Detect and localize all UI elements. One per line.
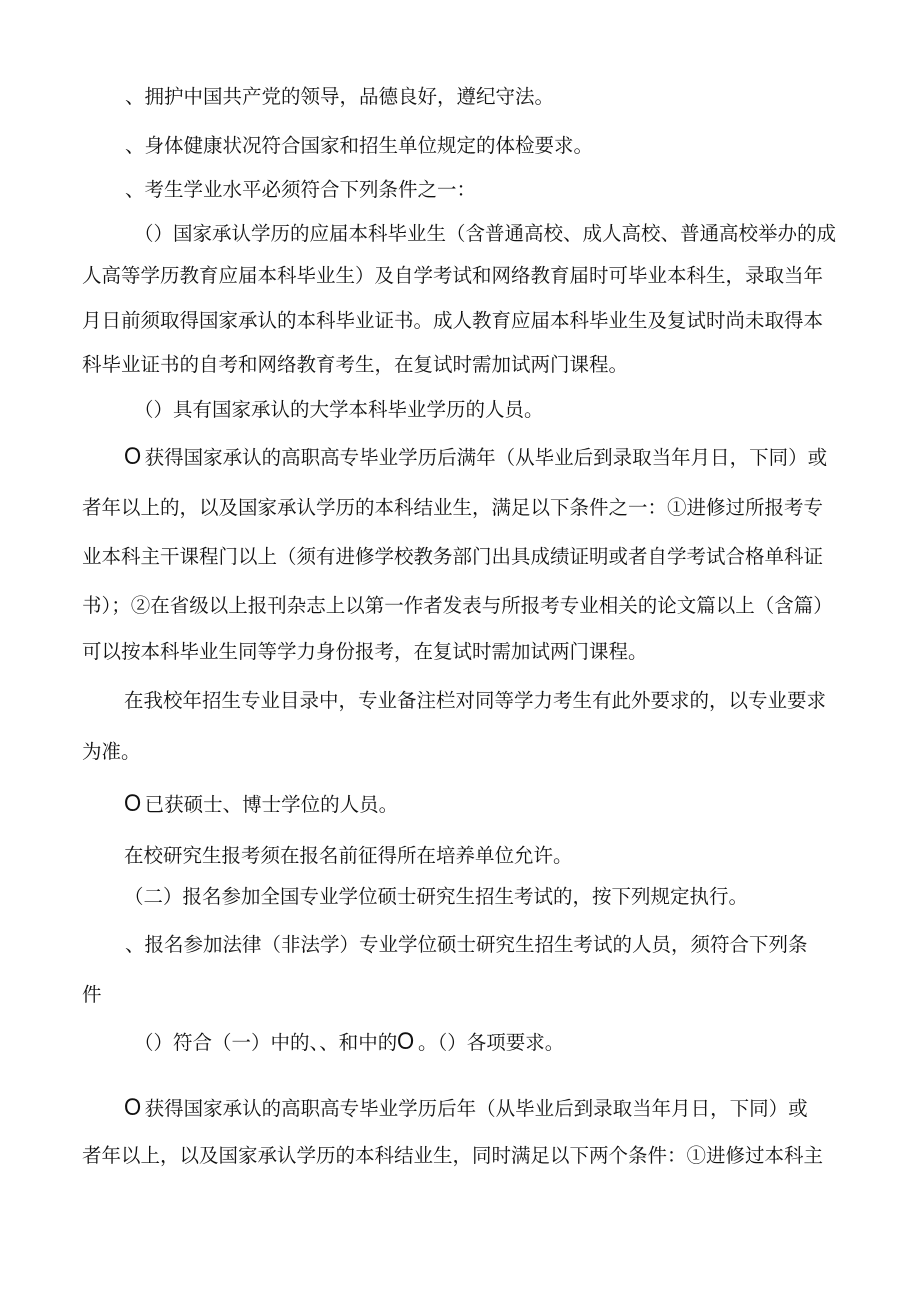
line-9-text: 获得国家承认的高职高专毕业学历后满年（从毕业后到录取当年月日，下同）或 — [144, 446, 828, 469]
circle-mark-icon: O — [124, 790, 142, 817]
line-1: 、拥护中国共产党的领导，品德良好，遵纪守法。 — [125, 85, 555, 108]
line-6: 月日前须取得国家承认的本科毕业证书。成人教育应届本科毕业生及复试时尚未取得本 — [82, 309, 824, 332]
line-3: 、考生学业水平必须符合下列条件之一： — [125, 178, 477, 201]
line-10: 者年以上的，以及国家承认学历的本科结业生，满足以下条件之一：①进修过所报考专 — [82, 496, 824, 519]
line-2: 、身体健康状况符合国家和招生单位规定的体检要求。 — [125, 134, 594, 157]
line-9 — [124, 445, 827, 470]
line-14: 在我校年招生专业目录中，专业备注栏对同等学力考生有此外要求的，以专业要求 — [124, 689, 827, 712]
line-22-text: 获得国家承认的高职高专毕业学历后年（从毕业后到录取当年月日，下同）或 — [144, 1097, 808, 1120]
line-5: 人高等学历教育应届本科毕业生）及自学考试和网络教育届时可毕业本科生，录取当年 — [82, 264, 824, 287]
line-12: 书）；②在省级以上报刊杂志上以第一作者发表与所报考专业相关的论文篇以上（含篇） — [82, 594, 833, 617]
line-21-text-b: 。（）各项要求。 — [417, 1031, 565, 1054]
circle-mark-icon: O — [397, 1028, 415, 1055]
line-11: 业本科主干课程门以上（须有进修学校教务部门出具成绩证明或者自学考试合格单科证 — [82, 545, 824, 568]
line-13: 可以按本科毕业生同等学力身份报考，在复试时需加试两门课程。 — [82, 640, 648, 663]
line-16-text: 已获硕士、博士学位的人员。 — [144, 793, 399, 816]
line-17: 在校研究生报考须在报名前征得所在培养单位允许。 — [124, 844, 573, 867]
circle-mark-icon: O — [124, 443, 142, 470]
line-23: 者年以上，以及国家承认学历的本科结业生，同时满足以下两个条件：①进修过本科主 — [82, 1144, 824, 1167]
circle-mark-icon: O — [124, 1094, 142, 1121]
line-16 — [124, 792, 398, 817]
line-18: （二）报名参加全国专业学位硕士研究生招生考试的，按下列规定执行。 — [124, 885, 749, 908]
line-4: （）国家承认学历的应届本科毕业生（含普通高校、成人高校、普通高校举办的成 — [134, 222, 837, 245]
line-22 — [124, 1096, 808, 1121]
line-21-text-a: （）符合（一）中的、、和中的 — [134, 1031, 398, 1054]
line-7: 科毕业证书的自考和网络教育考生，在复试时需加试两门课程。 — [82, 353, 629, 376]
line-19: 、报名参加法律（非法学）专业学位硕士研究生招生考试的人员，须符合下列条 — [125, 933, 808, 956]
line-8: （）具有国家承认的大学本科毕业学历的人员。 — [134, 398, 544, 421]
line-20: 件 — [82, 983, 102, 1006]
line-15: 为准。 — [82, 740, 141, 763]
line-21 — [134, 1030, 564, 1055]
